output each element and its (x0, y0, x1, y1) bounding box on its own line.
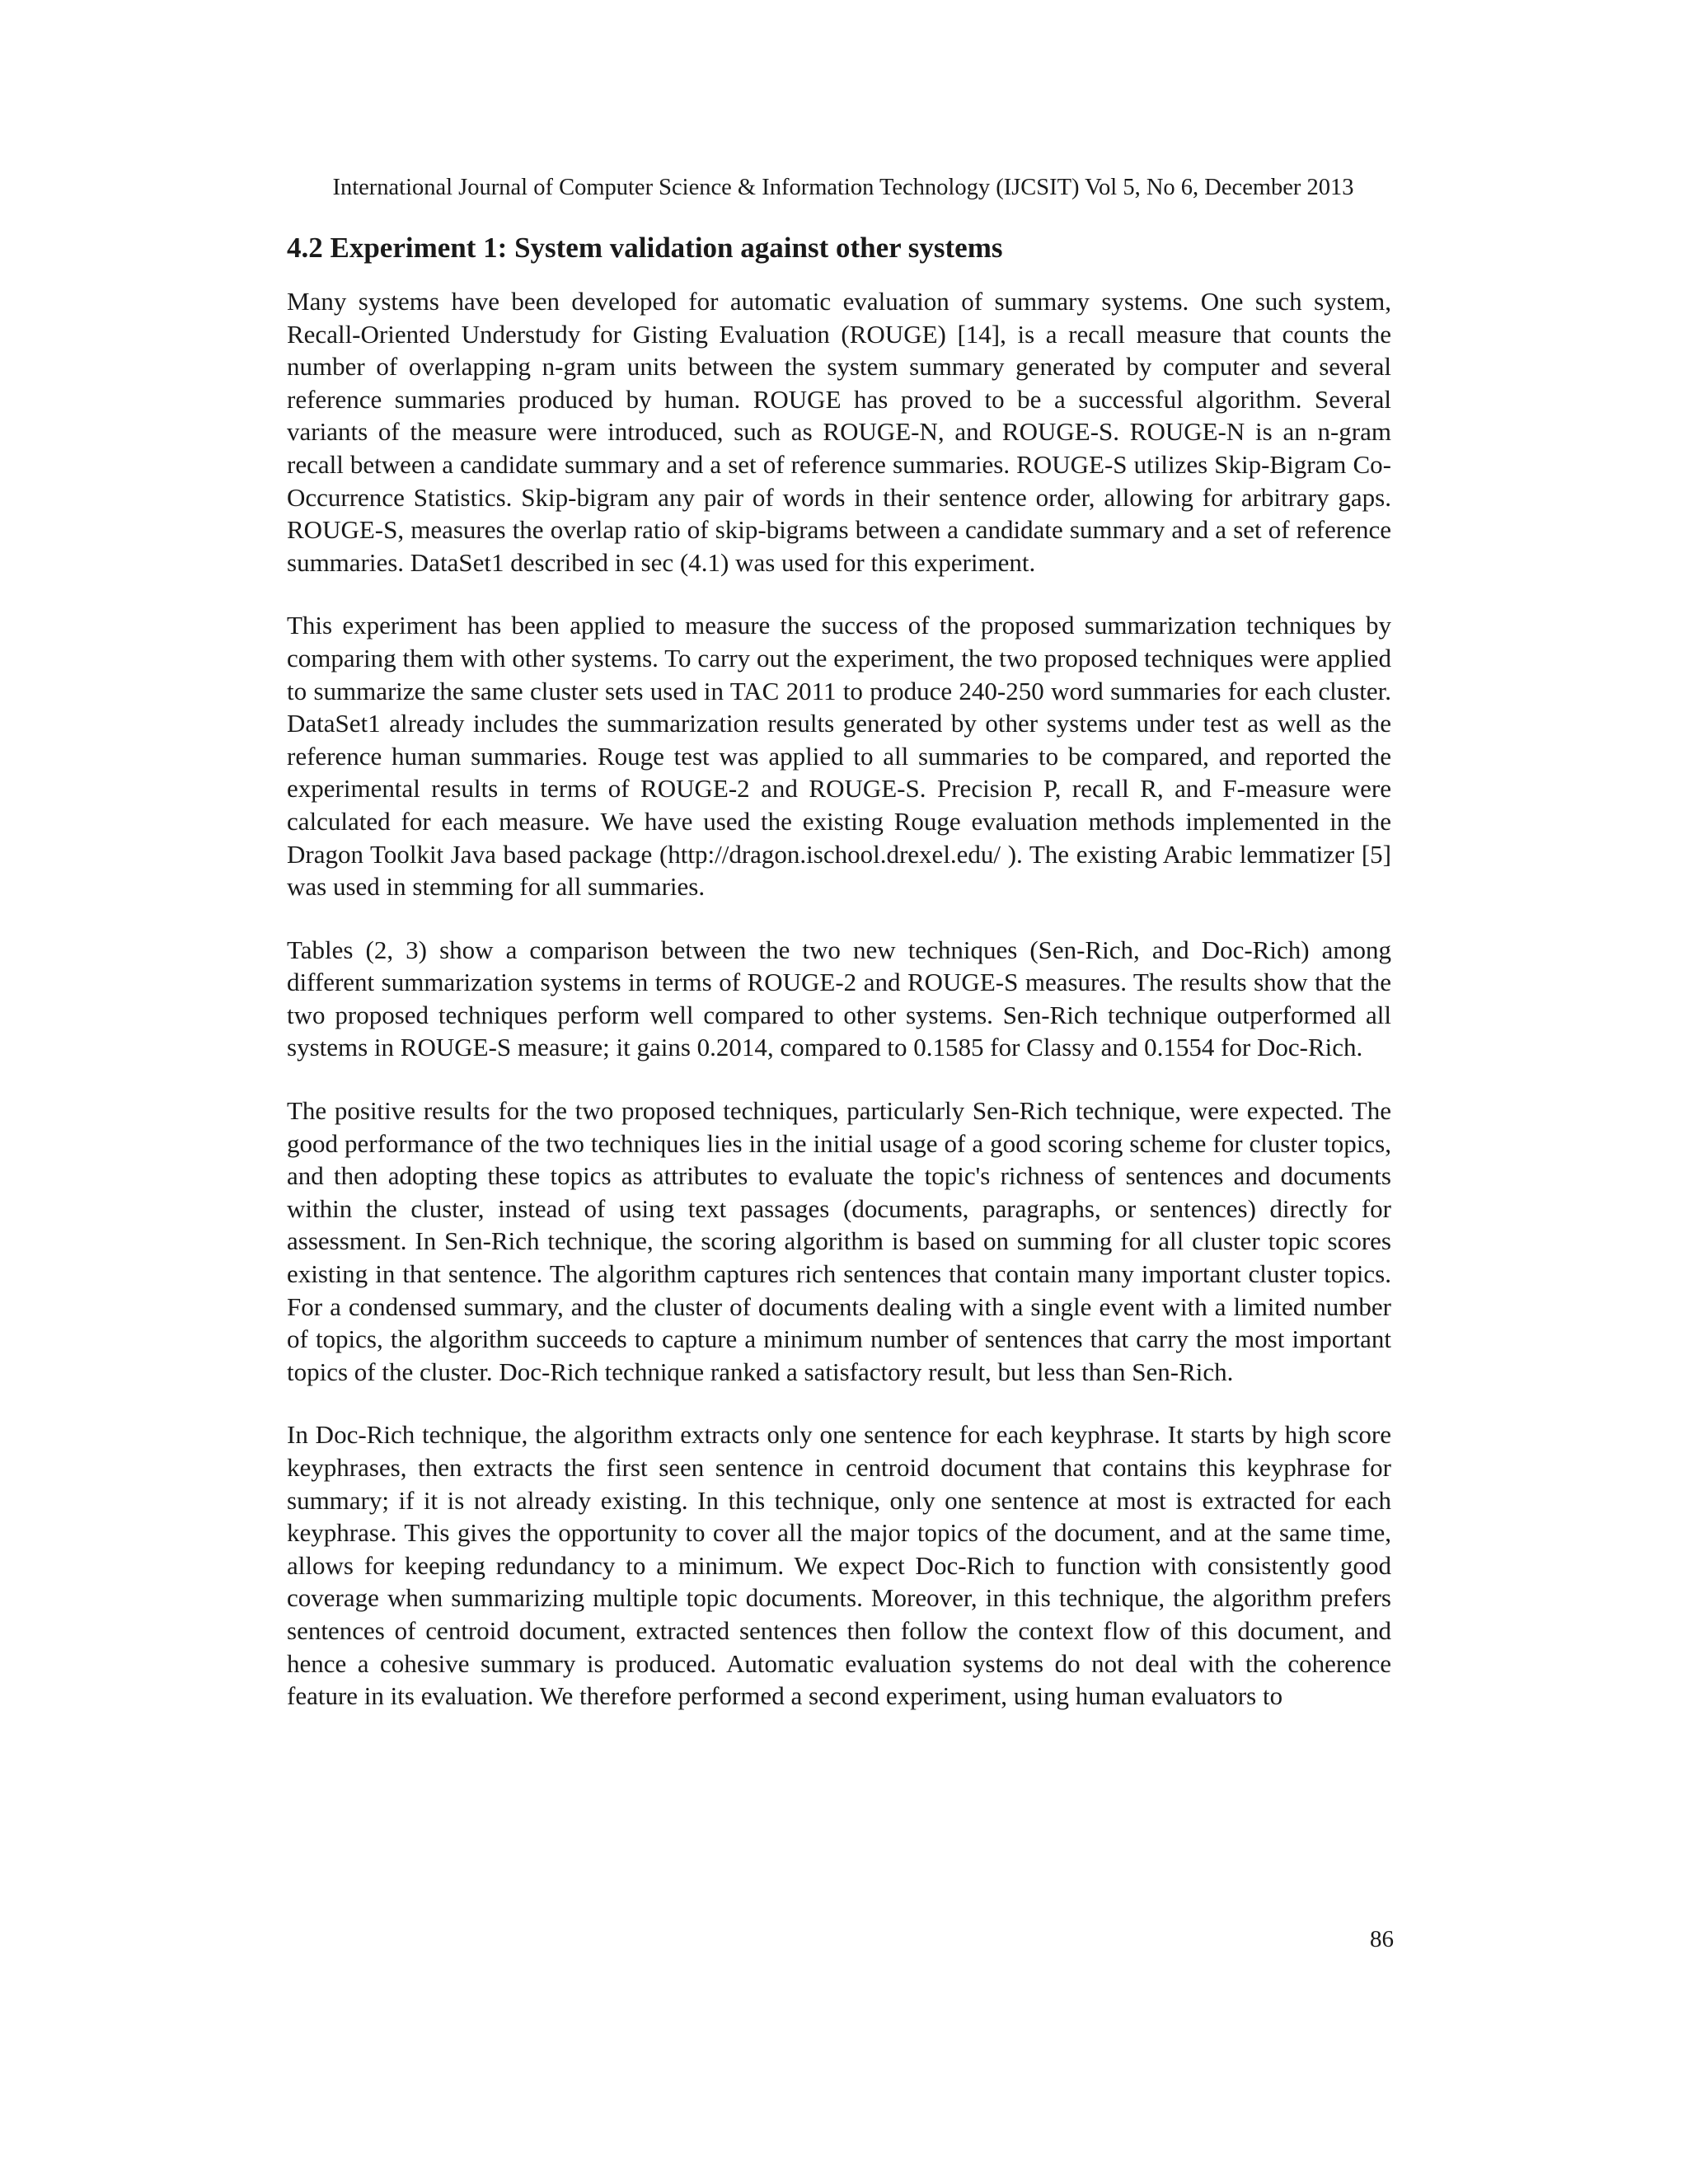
running-header: International Journal of Computer Science & Information Technology (IJCSIT) Vol 5, No 6, December 2013 (332, 175, 1354, 200)
paragraph-experiment-setup: This experiment has been applied to measure the success of the proposed summarization techniques by comparing them with other systems. To carry out the experiment, the two proposed techniques were applied to summarize the same cluster sets used in TAC 2011 to produce 240-250 word summaries for each cluster. DataSet1 already includes the summarization results generated by other systems under test as well as the reference human summaries. Rouge test was applied to all summaries to be compared, and reported the experimental results in terms of ROUGE-2 and ROUGE-S. Precision P, recall R, and F-measure were calculated for each measure. We have used the existing Rouge evaluation methods implemented in the Dragon Toolkit Java based package (http://dragon.ischool.drexel.edu/ ). The existing Arabic lemmatizer [5] was used in stemming for all summaries. (287, 611, 1391, 902)
paragraph-doc-rich-discussion: In Doc-Rich technique, the algorithm extracts only one sentence for each keyphrase. It starts by high score keyphrases, then extracts the first seen sentence in centroid document that contains this keyphrase for summary; if it is not already existing. In this technique, only one sentence at most is extracted for each keyphrase. This gives the opportunity to cover all the major topics of the document, and at the same time, allows for keeping redundancy to a minimum. We expect Doc-Rich to function with consistently good coverage when summarizing multiple topic documents. Moreover, in this technique, the algorithm prefers sentences of centroid document, extracted sentences then follow the context flow of this document, and hence a cohesive summary is produced. Automatic evaluation systems do not deal with the coherence feature in its evaluation. We therefore performed a second experiment, using human evaluators to (287, 1420, 1391, 1711)
paragraph-table-comparison: Tables (2, 3) show a comparison between the two new techniques (Sen-Rich, and Doc-Rich) among different summarization systems in terms of ROUGE-2 and ROUGE-S measures. The results show that the two proposed techniques perform well compared to other systems. Sen-Rich technique outperformed all systems in ROUGE-S measure; it gains 0.2014, compared to 0.1585 for Classy and 0.1554 for Doc-Rich. (287, 935, 1391, 1062)
page-content (287, 231, 1391, 1743)
paragraph-rouge-overview: Many systems have been developed for automatic evaluation of summary systems. One such system, Recall-Oriented Understudy for Gisting Evaluation (ROUGE) [14], is a recall measure that counts the number of overlapping n-gram units between the system summary generated by computer and several reference summaries produced by human. ROUGE has proved to be a successful algorithm. Several variants of the measure were introduced, such as ROUGE-N, and ROUGE-S. ROUGE-N is an n-gram recall between a candidate summary and a set of reference summaries. ROUGE-S utilizes Skip-Bigram Co-Occurrence Statistics. Skip-bigram any pair of words in their sentence order, allowing for arbitrary gaps. ROUGE-S, measures the overlap ratio of skip-bigrams between a candidate summary and a set of reference summaries. DataSet1 described in sec (4.1) was used for this experiment. (287, 287, 1391, 577)
section-heading: 4.2 Experiment 1: System validation against other systems (287, 232, 1003, 264)
paragraph-sen-rich-discussion: The positive results for the two proposed techniques, particularly Sen-Rich technique, were expected. The good performance of the two techniques lies in the initial usage of a good scoring scheme for cluster topics, and then adopting these topics as attributes to evaluate the topic's richness of sentences and documents within the cluster, instead of using text passages (documents, paragraphs, or sentences) directly for assessment. In Sen-Rich technique, the scoring algorithm is based on summing for all cluster topic scores existing in that sentence. The algorithm captures rich sentences that contain many important cluster topics. For a condensed summary, and the cluster of documents dealing with a single event with a limited number of topics, the algorithm succeeds to capture a minimum number of sentences that carry the most important topics of the cluster. Doc-Rich technique ranked a satisfactory result, but less than Sen-Rich. (287, 1096, 1391, 1386)
page-number: 86 (1370, 1926, 1394, 1952)
